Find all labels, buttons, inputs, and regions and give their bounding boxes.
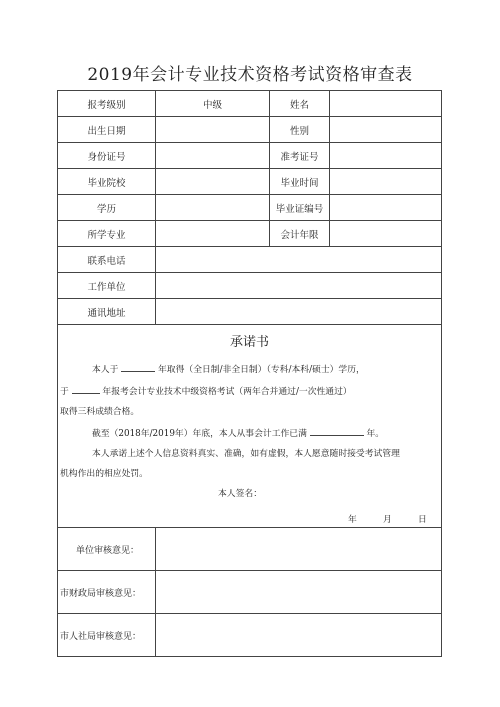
hr-review-field[interactable] [156, 614, 442, 657]
pledge-line-1: 本人于 年取得（全日制/非全日制）（专科/本科/硕士）学历， [92, 362, 365, 375]
school-label: 毕业院校 [58, 169, 156, 195]
finance-review-label: 市财政局审核意见： [58, 571, 156, 614]
page-title: 2019年会计专业技术资格考试资格审查表 [87, 65, 413, 85]
unit-review-field[interactable] [156, 528, 442, 571]
gender-label: 性别 [270, 117, 330, 143]
id-label: 身份证号 [58, 143, 156, 169]
education-label: 学历 [58, 195, 156, 221]
date-month-label: 月 [383, 515, 392, 525]
birth-label: 出生日期 [58, 117, 156, 143]
work-field[interactable] [156, 273, 442, 299]
pledge-line-2: 于 年报考会计专业技术中级资格考试（两年合并通过/一次性通过） [60, 384, 352, 397]
date-day-label: 日 [418, 515, 427, 525]
exam-level-value[interactable]: 中级 [156, 91, 270, 117]
work-years-blank[interactable] [310, 426, 364, 436]
pledge-line-6: 机构作出的相应处罚。 [60, 469, 148, 479]
years-field[interactable] [330, 221, 442, 247]
grad-time-label: 毕业时间 [270, 169, 330, 195]
address-field[interactable] [156, 299, 442, 325]
name-field[interactable] [330, 91, 442, 117]
birth-field[interactable] [156, 117, 270, 143]
admission-field[interactable] [330, 143, 442, 169]
address-label: 通讯地址 [58, 299, 156, 325]
review-form-table [57, 90, 442, 657]
education-field[interactable] [156, 195, 270, 221]
school-field[interactable] [156, 169, 270, 195]
phone-label: 联系电话 [58, 247, 156, 273]
phone-field[interactable] [156, 247, 442, 273]
pledge-line-3: 取得三科成绩合格。 [60, 407, 140, 417]
id-field[interactable] [156, 143, 270, 169]
pledge-line-4: 截至（2018年/2019年）年底，本人从事会计工作已满 年。 [92, 426, 384, 439]
major-field[interactable] [156, 221, 270, 247]
major-label: 所学专业 [58, 221, 156, 247]
year-obtained-blank[interactable] [121, 362, 155, 372]
pledge-title: 承诺书 [229, 335, 269, 350]
hr-review-label: 市人社局审核意见： [58, 614, 156, 657]
unit-review-label: 单位审核意见： [58, 528, 156, 571]
finance-review-field[interactable] [156, 571, 442, 614]
pledge-line-5: 本人承诺上述个人信息资料真实、准确，如有虚假，本人愿意随时接受考试管理 [92, 449, 400, 459]
year-registered-blank[interactable] [72, 384, 100, 394]
name-label: 姓名 [270, 91, 330, 117]
years-label: 会计年限 [270, 221, 330, 247]
exam-level-label: 报考级别 [58, 91, 156, 117]
cert-no-label: 毕业证编号 [270, 195, 330, 221]
cert-no-field[interactable] [330, 195, 442, 221]
gender-field[interactable] [330, 117, 442, 143]
date-year-label: 年 [348, 515, 357, 525]
work-label: 工作单位 [58, 273, 156, 299]
signature-label: 本人签名： [218, 489, 262, 499]
grad-time-field[interactable] [330, 169, 442, 195]
pledge-section [58, 325, 442, 528]
admission-label: 准考证号 [270, 143, 330, 169]
